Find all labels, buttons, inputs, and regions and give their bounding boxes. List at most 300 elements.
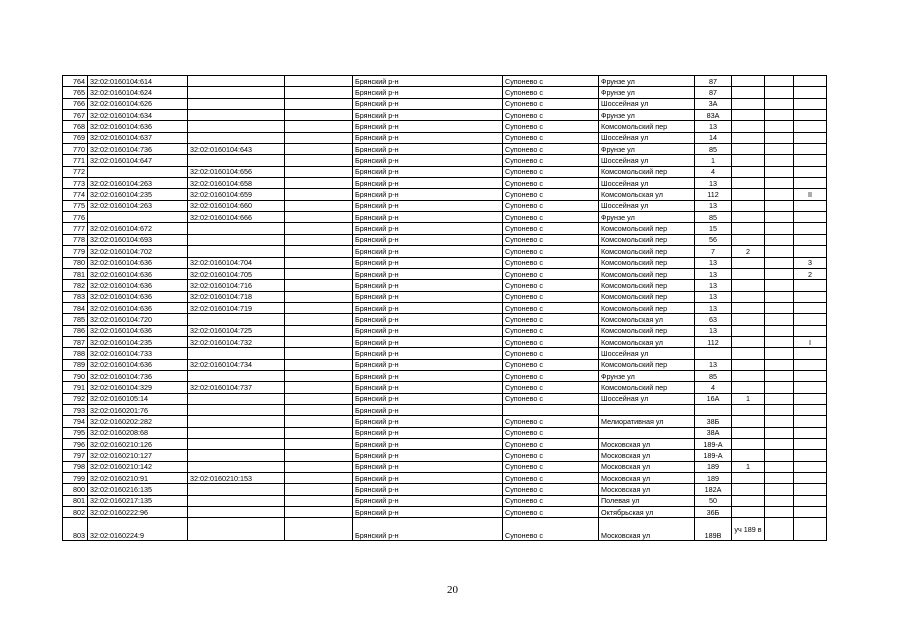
apartment-cell (794, 393, 827, 404)
house-number-cell: 189В (695, 518, 732, 541)
building-cell (732, 302, 765, 313)
table-row (63, 336, 827, 347)
apartment-cell: 2 (794, 268, 827, 279)
related-cadastral-number (188, 110, 285, 121)
apartment-cell (794, 507, 827, 518)
house-number-cell: 87 (695, 87, 732, 98)
empty-cell (285, 302, 353, 313)
house-number-cell: 13 (695, 268, 732, 279)
street-cell: Московская ул (599, 461, 695, 472)
cadastral-number: 32:02:0160104:235 (88, 189, 188, 200)
building-cell (732, 370, 765, 381)
table-row (63, 223, 827, 234)
table-row (63, 189, 827, 200)
district-cell: Брянский р-н (353, 382, 503, 393)
table-row (63, 439, 827, 450)
settlement-cell: Супонево с (503, 98, 599, 109)
table-row (63, 166, 827, 177)
building-cell (732, 280, 765, 291)
empty-cell (285, 178, 353, 189)
related-cadastral-number: 32:02:0160104:643 (188, 144, 285, 155)
blank-cell (765, 393, 794, 404)
related-cadastral-number: 32:02:0160104:704 (188, 257, 285, 268)
related-cadastral-number (188, 484, 285, 495)
row-number: 770 (63, 144, 88, 155)
blank-cell (765, 427, 794, 438)
table-row (63, 302, 827, 313)
cadastral-number: 32:02:0160210:91 (88, 473, 188, 484)
cadastral-number: 32:02:0160224:9 (88, 518, 188, 541)
building-cell (732, 359, 765, 370)
table-row (63, 246, 827, 257)
street-cell: Шоссейная ул (599, 200, 695, 211)
cadastral-number: 32:02:0160208:68 (88, 427, 188, 438)
row-number: 771 (63, 155, 88, 166)
street-cell: Мелиоративная ул (599, 416, 695, 427)
apartment-cell (794, 302, 827, 313)
table-row (63, 507, 827, 518)
cadastral-number: 32:02:0160104:634 (88, 110, 188, 121)
street-cell: Комсомольская ул (599, 314, 695, 325)
apartment-cell (794, 200, 827, 211)
apartment-cell: I (794, 336, 827, 347)
empty-cell (285, 439, 353, 450)
cadastral-number: 32:02:0160201:76 (88, 404, 188, 415)
related-cadastral-number: 32:02:0160104:658 (188, 178, 285, 189)
blank-cell (765, 291, 794, 302)
blank-cell (765, 257, 794, 268)
street-cell: Комсомольский пер (599, 166, 695, 177)
settlement-cell: Супонево с (503, 246, 599, 257)
row-number: 803 (63, 518, 88, 541)
blank-cell (765, 461, 794, 472)
table-row (63, 291, 827, 302)
apartment-cell (794, 314, 827, 325)
cadastral-number: 32:02:0160104:736 (88, 144, 188, 155)
street-cell: Комсомольский пер (599, 268, 695, 279)
apartment-cell (794, 348, 827, 359)
settlement-cell: Супонево с (503, 473, 599, 484)
related-cadastral-number: 32:02:0160104:732 (188, 336, 285, 347)
empty-cell (285, 246, 353, 257)
house-number-cell: 4 (695, 166, 732, 177)
street-cell: Комсомольский пер (599, 382, 695, 393)
cadastral-number: 32:02:0160217:135 (88, 495, 188, 506)
row-number: 772 (63, 166, 88, 177)
related-cadastral-number (188, 416, 285, 427)
district-cell: Брянский р-н (353, 166, 503, 177)
district-cell: Брянский р-н (353, 212, 503, 223)
district-cell: Брянский р-н (353, 121, 503, 132)
street-cell: Шоссейная ул (599, 155, 695, 166)
table-row (63, 427, 827, 438)
cadastral-number: 32:02:0160104:636 (88, 257, 188, 268)
blank-cell (765, 302, 794, 313)
street-cell: Комсомольский пер (599, 246, 695, 257)
house-number-cell: 87 (695, 76, 732, 87)
row-number: 778 (63, 234, 88, 245)
table-row (63, 121, 827, 132)
blank-cell (765, 246, 794, 257)
street-cell: Фрунзе ул (599, 110, 695, 121)
related-cadastral-number (188, 121, 285, 132)
row-number: 779 (63, 246, 88, 257)
empty-cell (285, 427, 353, 438)
house-number-cell: 189 (695, 473, 732, 484)
house-number-cell: 7 (695, 246, 732, 257)
district-cell: Брянский р-н (353, 404, 503, 415)
empty-cell (285, 348, 353, 359)
settlement-cell: Супонево с (503, 257, 599, 268)
street-cell (599, 427, 695, 438)
apartment-cell (794, 450, 827, 461)
settlement-cell: Супонево с (503, 223, 599, 234)
street-cell: Фрунзе ул (599, 87, 695, 98)
blank-cell (765, 110, 794, 121)
apartment-cell (794, 234, 827, 245)
row-number: 773 (63, 178, 88, 189)
row-number: 786 (63, 325, 88, 336)
empty-cell (285, 518, 353, 541)
related-cadastral-number (188, 507, 285, 518)
table-row (63, 393, 827, 404)
row-number: 792 (63, 393, 88, 404)
street-cell: Комсомольский пер (599, 302, 695, 313)
settlement-cell: Супонево с (503, 495, 599, 506)
apartment-cell (794, 439, 827, 450)
empty-cell (285, 336, 353, 347)
table-row (63, 98, 827, 109)
district-cell: Брянский р-н (353, 473, 503, 484)
table-row (63, 461, 827, 472)
house-number-cell: 13 (695, 325, 732, 336)
district-cell: Брянский р-н (353, 234, 503, 245)
building-cell (732, 257, 765, 268)
empty-cell (285, 325, 353, 336)
house-number-cell: 63 (695, 314, 732, 325)
district-cell: Брянский р-н (353, 132, 503, 143)
related-cadastral-number: 32:02:0160104:705 (188, 268, 285, 279)
related-cadastral-number (188, 98, 285, 109)
apartment-cell (794, 166, 827, 177)
building-cell (732, 98, 765, 109)
district-cell: Брянский р-н (353, 110, 503, 121)
empty-cell (285, 495, 353, 506)
house-number-cell: 14 (695, 132, 732, 143)
building-cell (732, 155, 765, 166)
blank-cell (765, 507, 794, 518)
table-row (63, 484, 827, 495)
table-row (63, 144, 827, 155)
house-number-cell: 16А (695, 393, 732, 404)
street-cell: Фрунзе ул (599, 212, 695, 223)
blank-cell (765, 348, 794, 359)
street-cell: Комсомольская ул (599, 189, 695, 200)
table-row (63, 257, 827, 268)
cadastral-number: 32:02:0160222:96 (88, 507, 188, 518)
empty-cell (285, 98, 353, 109)
related-cadastral-number: 32:02:0160104:719 (188, 302, 285, 313)
building-cell (732, 234, 765, 245)
settlement-cell: Супонево с (503, 268, 599, 279)
related-cadastral-number (188, 87, 285, 98)
apartment-cell (794, 178, 827, 189)
cadastral-number: 32:02:0160104:636 (88, 291, 188, 302)
house-number-cell: 182А (695, 484, 732, 495)
district-cell: Брянский р-н (353, 144, 503, 155)
blank-cell (765, 121, 794, 132)
settlement-cell: Супонево с (503, 234, 599, 245)
house-number-cell: 85 (695, 144, 732, 155)
house-number-cell: 56 (695, 234, 732, 245)
empty-cell (285, 189, 353, 200)
related-cadastral-number (188, 461, 285, 472)
building-cell (732, 427, 765, 438)
district-cell: Брянский р-н (353, 427, 503, 438)
settlement-cell: Супонево с (503, 189, 599, 200)
blank-cell (765, 132, 794, 143)
row-number: 802 (63, 507, 88, 518)
blank-cell (765, 200, 794, 211)
empty-cell (285, 484, 353, 495)
street-cell: Комсомольский пер (599, 121, 695, 132)
related-cadastral-number (188, 132, 285, 143)
blank-cell (765, 404, 794, 415)
row-number: 798 (63, 461, 88, 472)
blank-cell (765, 370, 794, 381)
blank-cell (765, 484, 794, 495)
blank-cell (765, 268, 794, 279)
apartment-cell (794, 484, 827, 495)
settlement-cell: Супонево с (503, 416, 599, 427)
cadastral-number: 32:02:0160104:693 (88, 234, 188, 245)
empty-cell (285, 404, 353, 415)
related-cadastral-number: 32:02:0160104:737 (188, 382, 285, 393)
apartment-cell (794, 121, 827, 132)
cadastral-number: 32:02:0160104:636 (88, 302, 188, 313)
settlement-cell: Супонево с (503, 132, 599, 143)
cadastral-number: 32:02:0160104:637 (88, 132, 188, 143)
row-number: 791 (63, 382, 88, 393)
apartment-cell (794, 87, 827, 98)
house-number-cell: 13 (695, 302, 732, 313)
row-number: 795 (63, 427, 88, 438)
street-cell: Комсомольский пер (599, 325, 695, 336)
row-number: 794 (63, 416, 88, 427)
apartment-cell (794, 359, 827, 370)
related-cadastral-number (188, 155, 285, 166)
empty-cell (285, 132, 353, 143)
apartment-cell (794, 518, 827, 541)
settlement-cell: Супонево с (503, 382, 599, 393)
apartment-cell (794, 280, 827, 291)
building-cell (732, 404, 765, 415)
row-number: 793 (63, 404, 88, 415)
house-number-cell: 13 (695, 200, 732, 211)
house-number-cell: 112 (695, 189, 732, 200)
district-cell: Брянский р-н (353, 302, 503, 313)
settlement-cell: Супонево с (503, 325, 599, 336)
building-cell (732, 76, 765, 87)
table-row (63, 76, 827, 87)
house-number-cell: 38Б (695, 416, 732, 427)
house-number-cell: 13 (695, 291, 732, 302)
settlement-cell: Супонево с (503, 280, 599, 291)
building-cell (732, 507, 765, 518)
house-number-cell: 50 (695, 495, 732, 506)
related-cadastral-number (188, 439, 285, 450)
blank-cell (765, 166, 794, 177)
table-row (63, 268, 827, 279)
apartment-cell (794, 144, 827, 155)
apartment-cell (794, 325, 827, 336)
empty-cell (285, 110, 353, 121)
related-cadastral-number: 32:02:0160210:153 (188, 473, 285, 484)
street-cell: Шоссейная ул (599, 178, 695, 189)
blank-cell (765, 473, 794, 484)
related-cadastral-number (188, 314, 285, 325)
district-cell: Брянский р-н (353, 507, 503, 518)
settlement-cell (503, 404, 599, 415)
settlement-cell: Супонево с (503, 336, 599, 347)
building-cell: 1 (732, 393, 765, 404)
house-number-cell: 15 (695, 223, 732, 234)
cadastral-number: 32:02:0160104:636 (88, 268, 188, 279)
cadastral-number: 32:02:0160210:142 (88, 461, 188, 472)
cadastral-number (88, 212, 188, 223)
building-cell (732, 223, 765, 234)
blank-cell (765, 359, 794, 370)
row-number: 781 (63, 268, 88, 279)
empty-cell (285, 280, 353, 291)
building-cell (732, 495, 765, 506)
district-cell: Брянский р-н (353, 416, 503, 427)
blank-cell (765, 325, 794, 336)
district-cell: Брянский р-н (353, 200, 503, 211)
table-row (63, 280, 827, 291)
building-cell (732, 291, 765, 302)
row-number: 780 (63, 257, 88, 268)
settlement-cell: Супонево с (503, 302, 599, 313)
row-number: 783 (63, 291, 88, 302)
cadastral-number: 32:02:0160104:263 (88, 200, 188, 211)
row-number: 782 (63, 280, 88, 291)
related-cadastral-number: 32:02:0160104:718 (188, 291, 285, 302)
street-cell: Комсомольский пер (599, 359, 695, 370)
apartment-cell: 3 (794, 257, 827, 268)
settlement-cell: Супонево с (503, 212, 599, 223)
table-row (63, 382, 827, 393)
house-number-cell: 189-А (695, 450, 732, 461)
settlement-cell: Супонево с (503, 439, 599, 450)
related-cadastral-number (188, 348, 285, 359)
empty-cell (285, 223, 353, 234)
district-cell: Брянский р-н (353, 359, 503, 370)
empty-cell (285, 144, 353, 155)
row-number: 789 (63, 359, 88, 370)
cadastral-number: 32:02:0160104:329 (88, 382, 188, 393)
blank-cell (765, 178, 794, 189)
apartment-cell (794, 223, 827, 234)
blank-cell (765, 189, 794, 200)
related-cadastral-number (188, 393, 285, 404)
building-cell (732, 121, 765, 132)
row-number: 766 (63, 98, 88, 109)
related-cadastral-number: 32:02:0160104:660 (188, 200, 285, 211)
building-cell: 2 (732, 246, 765, 257)
settlement-cell: Супонево с (503, 87, 599, 98)
blank-cell (765, 212, 794, 223)
table-row (63, 518, 827, 541)
related-cadastral-number (188, 495, 285, 506)
apartment-cell (794, 382, 827, 393)
empty-cell (285, 166, 353, 177)
settlement-cell: Супонево с (503, 518, 599, 541)
building-cell (732, 200, 765, 211)
table-row (63, 473, 827, 484)
page-number: 20 (447, 584, 458, 596)
apartment-cell (794, 76, 827, 87)
blank-cell (765, 87, 794, 98)
empty-cell (285, 473, 353, 484)
settlement-cell: Супонево с (503, 144, 599, 155)
building-cell (732, 110, 765, 121)
related-cadastral-number: 32:02:0160104:659 (188, 189, 285, 200)
row-number: 769 (63, 132, 88, 143)
table-row (63, 132, 827, 143)
district-cell: Брянский р-н (353, 370, 503, 381)
cadastral-number: 32:02:0160104:624 (88, 87, 188, 98)
related-cadastral-number (188, 404, 285, 415)
district-cell: Брянский р-н (353, 280, 503, 291)
apartment-cell (794, 370, 827, 381)
blank-cell (765, 450, 794, 461)
settlement-cell: Супонево с (503, 484, 599, 495)
table-row (63, 370, 827, 381)
house-number-cell: 13 (695, 178, 732, 189)
settlement-cell: Супонево с (503, 291, 599, 302)
street-cell: Комсомольский пер (599, 234, 695, 245)
row-number: 767 (63, 110, 88, 121)
row-number: 788 (63, 348, 88, 359)
blank-cell (765, 382, 794, 393)
table-body (63, 76, 827, 541)
house-number-cell (695, 404, 732, 415)
district-cell: Брянский р-н (353, 155, 503, 166)
empty-cell (285, 121, 353, 132)
house-number-cell: 13 (695, 280, 732, 291)
row-number: 775 (63, 200, 88, 211)
district-cell: Брянский р-н (353, 98, 503, 109)
building-cell: уч 189 в (732, 518, 765, 541)
district-cell: Брянский р-н (353, 393, 503, 404)
house-number-cell: 38А (695, 427, 732, 438)
district-cell: Брянский р-н (353, 87, 503, 98)
table-row (63, 110, 827, 121)
district-cell: Брянский р-н (353, 518, 503, 541)
related-cadastral-number: 32:02:0160104:666 (188, 212, 285, 223)
building-cell (732, 268, 765, 279)
street-cell: Комсомольский пер (599, 280, 695, 291)
row-number: 796 (63, 439, 88, 450)
row-number: 765 (63, 87, 88, 98)
row-number: 785 (63, 314, 88, 325)
settlement-cell: Супонево с (503, 121, 599, 132)
cadastral-number (88, 166, 188, 177)
blank-cell (765, 76, 794, 87)
table-row (63, 212, 827, 223)
related-cadastral-number: 32:02:0160104:656 (188, 166, 285, 177)
